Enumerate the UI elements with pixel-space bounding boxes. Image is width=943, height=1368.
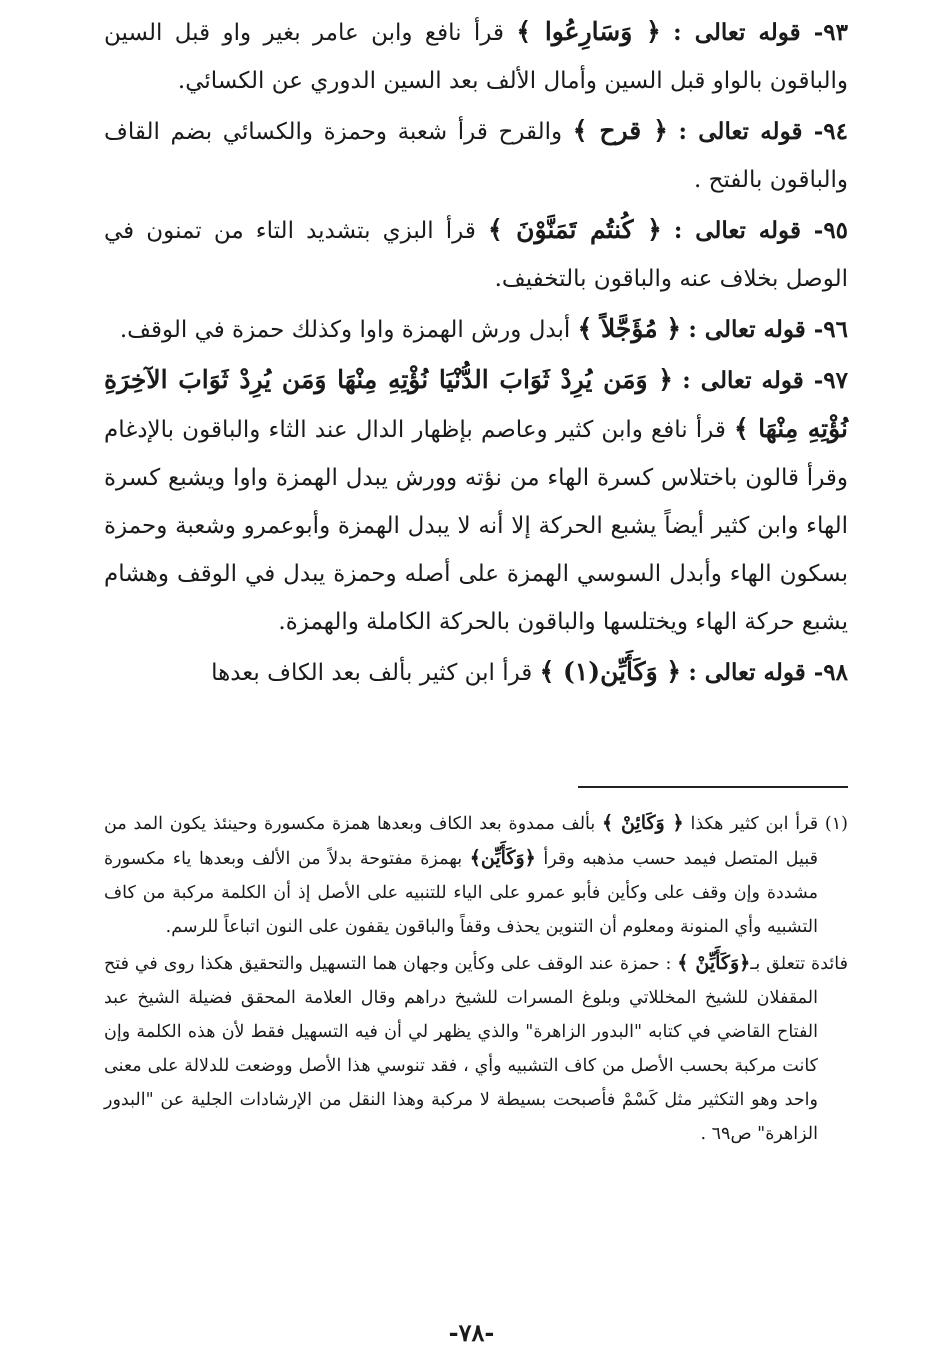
item-lead: - قوله تعالى :: [682, 367, 824, 394]
quran-quote: ﴿ مُؤَجَّلاً ﴾: [577, 314, 681, 343]
quran-quote: ﴿وَكَأَيِّنْ ﴾: [677, 952, 751, 974]
paragraph-93: [104, 8, 848, 105]
item-lead: - قوله تعالى :: [673, 217, 824, 244]
paragraph-97: [104, 356, 848, 646]
quran-quote: ﴿ قرح ﴾: [572, 116, 668, 145]
paragraph-94: [104, 107, 848, 204]
footnotes: [104, 806, 848, 1151]
quran-quote: ﴿ كُنتُم تَمَنَّوْنَ ﴾: [488, 215, 662, 244]
item-text: قرأ نافع وابن عامر بغير واو قبل السين والباقون بالواو قبل السين وأمال الألف بعد السين الدوري عن الكسائي.: [104, 20, 848, 94]
quran-quote: ﴿ وَسَارِعُوا ﴾: [516, 17, 661, 46]
item-text: والقرح قرأ شعبة وحمزة والكسائي بضم القاف والباقون بالفتح .: [104, 119, 848, 193]
item-number: ٩٥: [823, 217, 849, 244]
item-lead: - قوله تعالى :: [688, 316, 824, 343]
paragraph-95: [104, 206, 848, 303]
footnote-text: بهمزة مفتوحة بدلاً من الألف وبعدها ياء مكسورة مشددة وإن وقف على وكأين فأبو عمرو على الياء للتنبيه على الأصل إذ أن الكلمة مركبة من كاف التشبيه وأي المنونة ومعلوم أن التنوين يحذف وقفاً والباقون يقفون على النون اتباعاً للرسم.: [104, 849, 818, 937]
item-text: قرأ البزي بتشديد التاء من تمنون في الوصل بخلاف عنه والباقون بالتخفيف.: [104, 218, 848, 292]
footnote-divider: [578, 786, 848, 788]
footnote-text: بألف ممدوة بعد الكاف وبعدها همزة مكسورة وحينئذ يكون المد من قبيل المتصل فيمد حسب مذهبه وقرأ: [104, 814, 818, 869]
item-lead: - قوله تعالى :: [688, 659, 824, 686]
footnote-lead: فائدة تتعلق بـ: [750, 954, 848, 974]
footnote-text: قرأ ابن كثير هكذا: [690, 814, 819, 834]
item-lead: - قوله تعالى :: [673, 19, 824, 46]
item-number: ٩٨: [823, 659, 848, 686]
footnote-benefit: [104, 946, 848, 1151]
item-text: قرأ ابن كثير بألف بعد الكاف بعدها: [211, 660, 533, 686]
main-text: [104, 8, 848, 699]
paragraph-98: [104, 648, 848, 697]
page-number: -٧٨-: [448, 1318, 495, 1347]
footnote-1: [104, 806, 848, 944]
footnote-text: : حمزة عند الوقف على وكأين وجهان هما التسهيل والتحقيق هكذا روى في فتح المقفلان للشيخ المخللاتي وبلوغ المسرات للشيخ دراهم وقال العلامة المحقق فضيلة الشيخ عبد الفتاح القاضي في كتابه "البدور الزاهرة" والذي يظهر لي أن فيه التسهيل فقط لأن هذه الكلمة وإن كانت مركبة بحسب الأصل من كاف التشبيه وأي ، فقد تنوسي هذا الأصل ووضعت للدلالة على معنى واحد وهو التكثير مثل كَسْمْ فأصبحت بسيطة لا مركبة وهذا النقل من الإرشادات الجلية عن "البدور الزاهرة" ص٦٩ .: [104, 954, 818, 1144]
item-text: أبدل ورش الهمزة واوا وكذلك حمزة في الوقف.: [119, 317, 571, 343]
quran-quote: ﴿وَكَأَيِّن﴾: [469, 847, 536, 869]
quran-quote: ﴿ وَكَائِنْ ﴾: [602, 812, 684, 834]
item-number: ٩٧: [823, 367, 848, 394]
item-lead: - قوله تعالى :: [678, 118, 824, 145]
item-number: ٩٣: [823, 19, 849, 46]
item-text: قرأ نافع وابن كثير وعاصم بإظهار الدال عند الثاء والباقون بالإدغام وقرأ قالون باختلاس كسرة الهاء من نؤته وورش يبدل الهمزة واوا ويشبع كسرة الهاء وابن كثير أيضاً يشبع الحركة إلا أنه لا يبدل الهمزة وأبوعمرو وشعبة وحمزة بسكون الهاء وأبدل السوسي الهمزة على أصله وحمزة يبدل في الوقف وهشام يشبع حركة الهاء ويختلسها والباقون بالحركة الكاملة والهمزة.: [104, 417, 848, 635]
quran-quote: ﴿ وَمَن يُرِدْ ثَوَابَ الدُّنْيَا نُؤْتِهِ مِنْهَا وَمَن يُرِدْ ثَوَابَ الآخِرَةِ نُؤْتِهِ مِنْهَا ﴾: [104, 365, 848, 443]
quran-quote: ﴿ وَكَأَيِّن(١) ﴾: [539, 657, 681, 686]
footnote-marker: (١): [824, 814, 848, 834]
paragraph-96: [104, 305, 848, 354]
item-number: ٩٦: [823, 316, 848, 343]
item-number: ٩٤: [823, 118, 848, 145]
